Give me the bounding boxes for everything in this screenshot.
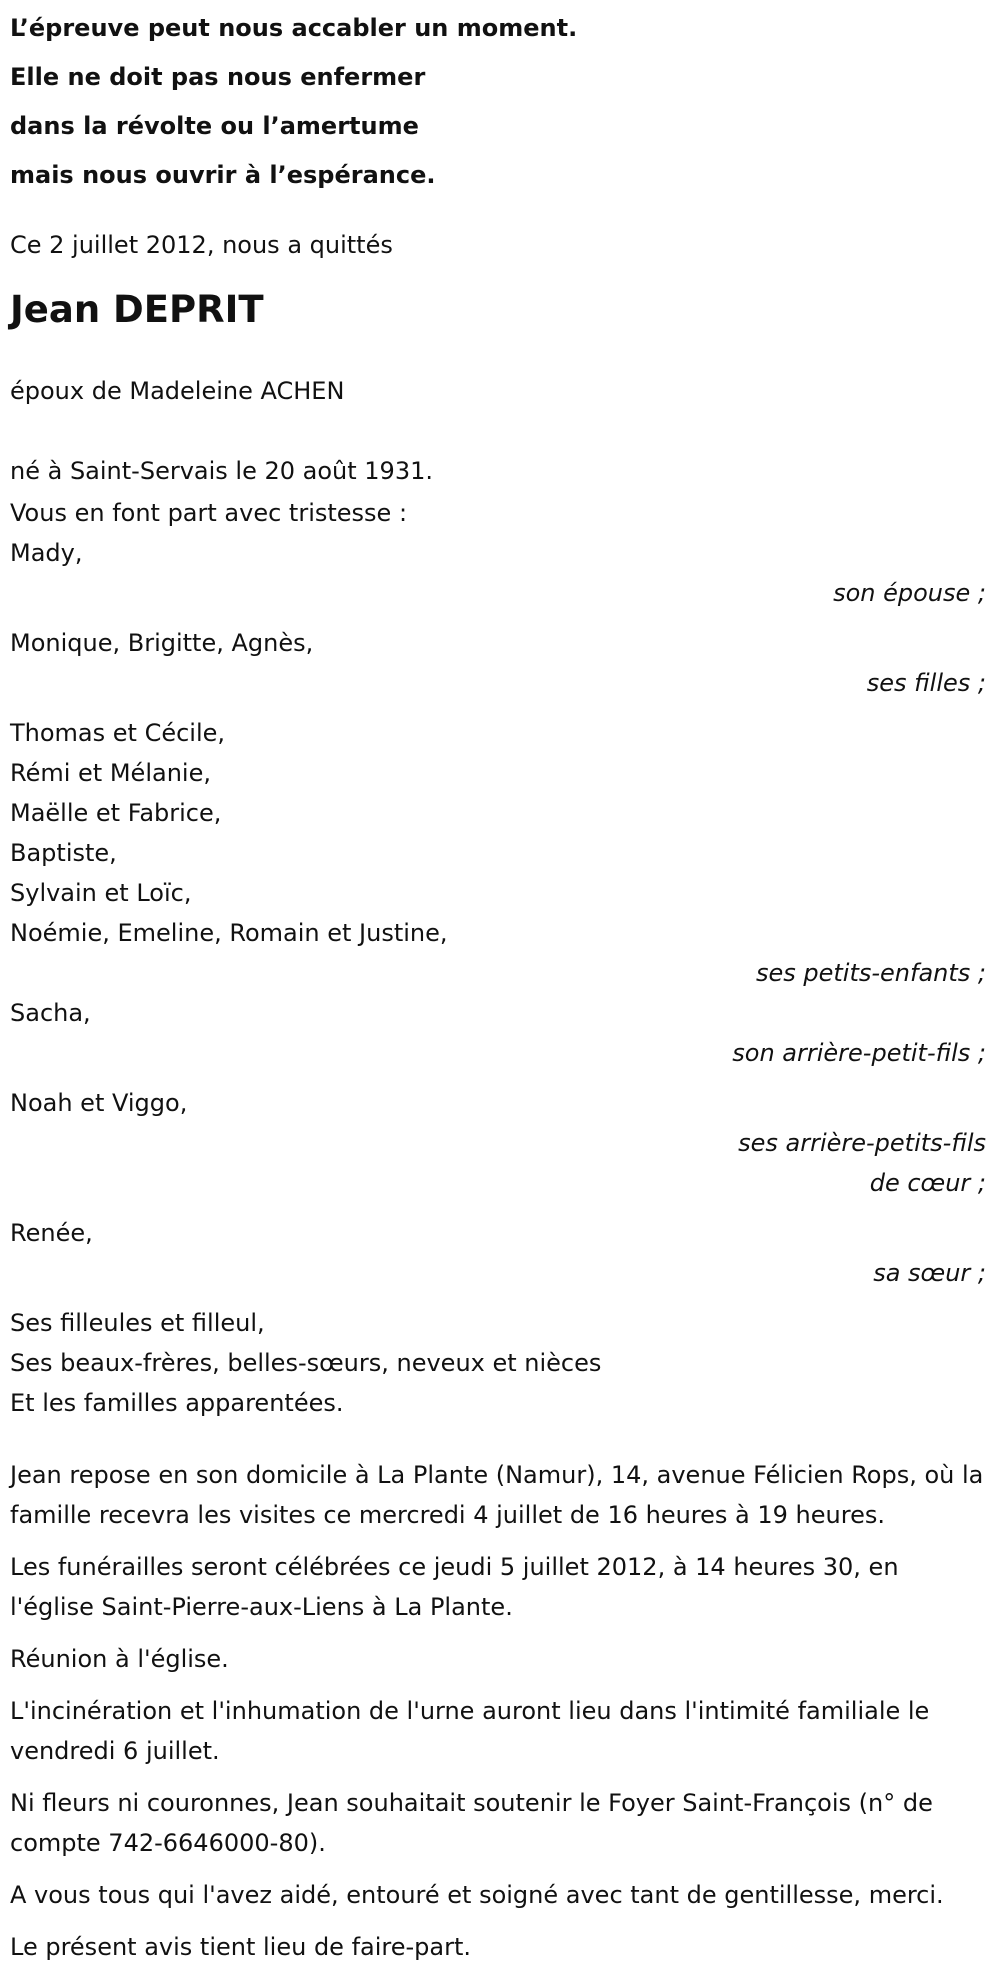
relative-role: son arrière-petit-fils ; [732,1039,986,1067]
relative-name: Sylvain et Loïc, [10,879,192,907]
spouse-line: époux de Madeleine ACHEN [10,377,345,405]
relative-role: ses arrière-petits-fils de cœur ; [738,1129,986,1197]
relative-name: Sacha, [10,999,91,1027]
donation-paragraph: Ni fleurs ni couronnes, Jean souhaitait soutenir le Foyer Saint-François (n° de compte 742-6646000-80). [10,1789,933,1857]
relative-name: Noah et Viggo, [10,1089,188,1117]
funeral-paragraph: Les funérailles seront célébrées ce jeudi 5 juillet 2012, à 14 heures 30, en l'église Saint-Pierre-aux-Liens à La Plante. [10,1553,899,1621]
other-relatives-line: Ses beaux-frères, belles-sœurs, neveux et nièces [10,1349,602,1377]
relative-group-sister [10,1213,986,1293]
intro-text: Ce 2 juillet 2012, nous a quittés [10,231,393,259]
meeting-paragraph: Réunion à l'église. [10,1645,229,1673]
relative-role: son épouse ; [833,579,986,607]
thanks-paragraph: A vous tous qui l'avez aidé, entouré et soigné avec tant de gentillesse, merci. [10,1881,944,1909]
opening-poem [10,4,986,200]
relative-name: Mady, [10,539,83,567]
relative-role: ses petits-enfants ; [755,959,986,987]
relative-role: ses filles ; [866,669,986,697]
announcement-line: Vous en font part avec tristesse : [10,499,408,527]
relative-name: Thomas et Cécile, [10,719,226,747]
relative-group-great-grandsons-of-heart [10,1083,986,1203]
poem-line: dans la révolte ou l’amertume [10,112,419,140]
deceased-name: Jean DEPRIT [10,288,264,331]
relative-name: Baptiste, [10,839,117,867]
relative-name: Rémi et Mélanie, [10,759,211,787]
obituary-notice [0,4,986,1967]
relative-name: Renée, [10,1219,93,1247]
poem-line: mais nous ouvrir à l’espérance. [10,161,436,189]
notice-paragraph: Le présent avis tient lieu de faire-part. [10,1933,472,1961]
relative-name: Noémie, Emeline, Romain et Justine, [10,919,448,947]
visitation-paragraph: Jean repose en son domicile à La Plante (Namur), 14, avenue Félicien Rops, où la famille recevra les visites ce mercredi 4 juillet de 16 heures à 19 heures. [10,1461,984,1529]
relative-name: Maëlle et Fabrice, [10,799,222,827]
poem-line: Elle ne doit pas nous enfermer [10,63,426,91]
other-relatives-line: Et les familles apparentées. [10,1389,344,1417]
cremation-paragraph: L'incinération et l'inhumation de l'urne auront lieu dans l'intimité familiale le vendredi 6 juillet. [10,1697,930,1765]
other-relatives [10,1303,986,1423]
relative-group-great-grandson [10,993,986,1073]
birth-line: né à Saint-Servais le 20 août 1931. [10,457,433,485]
relative-group-spouse [10,533,986,613]
other-relatives-line: Ses filleules et filleul, [10,1309,265,1337]
relative-group-grandchildren [10,713,986,993]
relative-role: sa sœur ; [873,1259,986,1287]
relative-name: Monique, Brigitte, Agnès, [10,629,314,657]
relative-group-daughters [10,623,986,703]
poem-line: L’épreuve peut nous accabler un moment. [10,14,578,42]
